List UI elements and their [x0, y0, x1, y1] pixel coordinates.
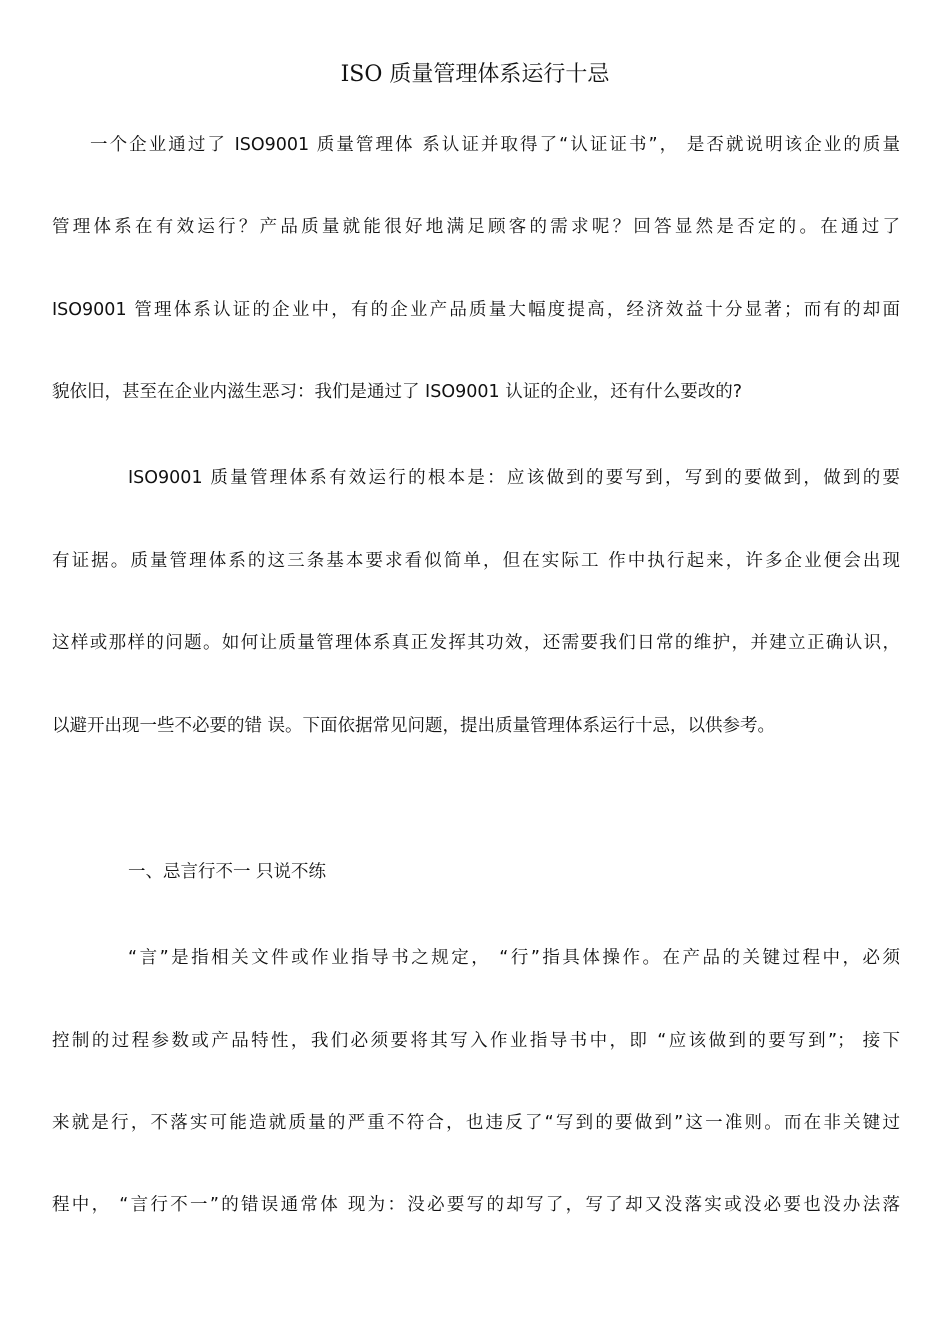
section-1-line-4: 程中， “言行不一”的错误通常体 现为：没必要写的却写了，写了却又没落实或没必要也没办法落 — [52, 1195, 900, 1215]
principle-line-4: 以避开出现一些不必要的错 误。下面依据常见问题，提出质量管理体系运行十忌，以供参考。 — [52, 716, 776, 736]
section-1-line-3: 来就是行，不落实可能造就质量的严重不符合，也违反了“写到的要做到”这一准则。而在非关键过 — [52, 1113, 900, 1133]
intro-line-2: 管理体系在有效运行？产品质量就能很好地满足顾客的需求呢？回答显然是否定的。在通过了 — [52, 217, 900, 237]
intro-line-4: 貌依旧，甚至在企业内滋生恶习：我们是通过了 ISO9001 认证的企业，还有什么要改的? — [52, 382, 742, 402]
intro-line-3: ISO9001 管理体系认证的企业中，有的企业产品质量大幅度提高，经济效益十分显著；而有的却面 — [52, 300, 900, 320]
section-1-heading: 一、忌言行不一 只说不练 — [128, 862, 327, 882]
intro-line-1: 一个企业通过了 ISO9001 质量管理体 系认证并取得了“认证证书”， 是否就说明该企业的质量 — [90, 135, 900, 155]
principle-line-1: ISO9001 质量管理体系有效运行的根本是：应该做到的要写到，写到的要做到，做到的要 — [128, 468, 900, 488]
section-1-line-1: “言”是指相关文件或作业指导书之规定， “行”指具体操作。在产品的关键过程中，必须 — [128, 948, 900, 968]
document-title: ISO 质量管理体系运行十忌 — [340, 62, 610, 87]
section-1-line-2: 控制的过程参数或产品特性，我们必须要将其写入作业指导书中，即 “应该做到的要写到”； 接下 — [52, 1031, 900, 1051]
principle-line-2: 有证据。质量管理体系的这三条基本要求看似简单，但在实际工 作中执行起来，许多企业便会出现 — [52, 551, 900, 571]
principle-line-3: 这样或那样的问题。如何让质量管理体系真正发挥其功效，还需要我们日常的维护，并建立正确认识， — [52, 633, 900, 653]
